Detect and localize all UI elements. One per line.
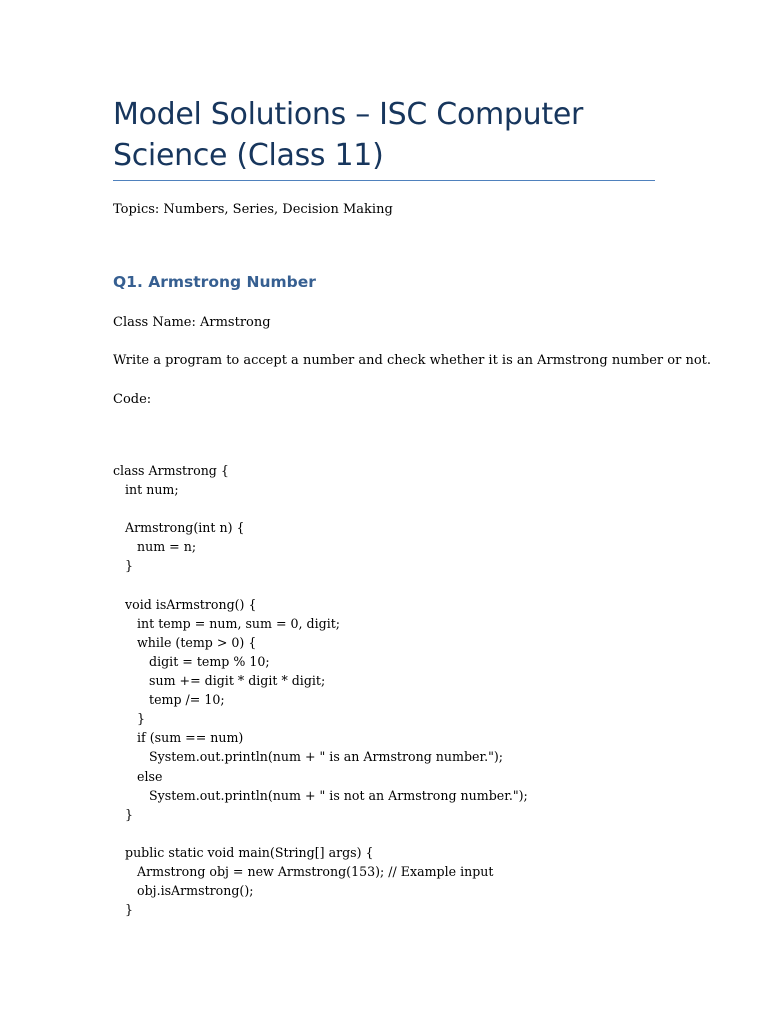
code-line: if (sum == num): [113, 730, 244, 746]
code-line: int num;: [113, 482, 179, 498]
code-line: class Armstrong {: [113, 463, 229, 478]
code-line: [113, 824, 528, 843]
document-title: Model Solutions – ISC Computer Science (Class 11): [113, 97, 584, 173]
code-line: }: [113, 558, 134, 574]
code-line: [113, 499, 528, 518]
code-line: else: [113, 768, 163, 784]
code-line: public static void main(String[] args) {: [113, 844, 374, 860]
code-line: System.out.println(num + " is not an Armstrong number.");: [113, 787, 528, 803]
code-line: int temp = num, sum = 0, digit;: [113, 615, 341, 631]
question-heading: Q1. Armstrong Number: [113, 273, 316, 291]
code-line: }: [113, 902, 134, 918]
code-line: void isArmstrong() {: [113, 596, 257, 612]
topics-line: Topics: Numbers, Series, Decision Making: [113, 202, 393, 217]
code-line: Armstrong obj = new Armstrong(153); // Example input: [113, 863, 494, 879]
code-line: temp /= 10;: [113, 692, 225, 708]
code-line: }: [113, 711, 146, 727]
code-line: Armstrong(int n) {: [113, 520, 245, 536]
title-underline: [113, 180, 655, 181]
class-name-line: Class Name: Armstrong: [113, 315, 271, 330]
code-label: Code:: [113, 392, 152, 407]
code-line: digit = temp % 10;: [113, 653, 270, 669]
question-description: Write a program to accept a number and check whether it is an Armstrong number or not.: [113, 353, 712, 368]
code-line: obj.isArmstrong();: [113, 883, 254, 899]
code-line: System.out.println(num + " is an Armstrong number.");: [113, 749, 504, 765]
code-line: [113, 576, 528, 595]
code-line: }: [113, 806, 134, 822]
code-line: while (temp > 0) {: [113, 634, 257, 650]
code-line: num = n;: [113, 539, 197, 555]
code-line: sum += digit * digit * digit;: [113, 673, 326, 689]
code-block: [113, 461, 528, 919]
